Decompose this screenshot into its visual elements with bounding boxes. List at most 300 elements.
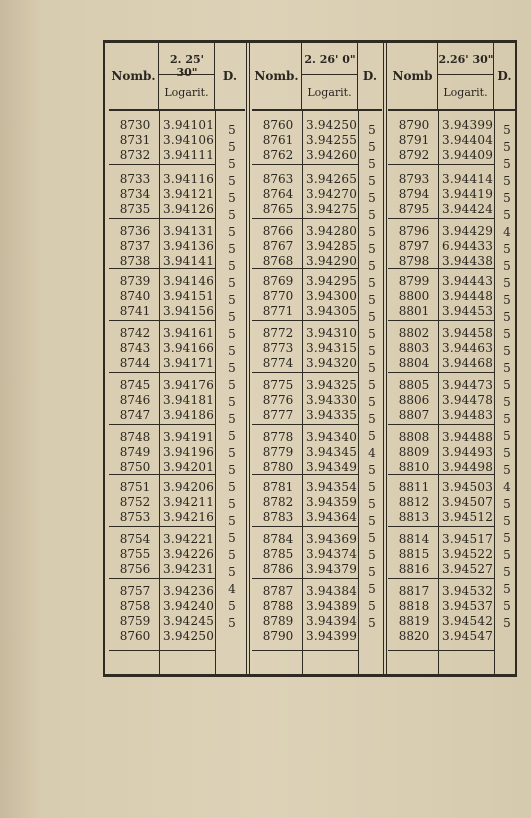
row-group: [388, 115, 494, 165]
number-cell: 8807: [398, 408, 430, 422]
table-row: [388, 583, 494, 599]
difference-header: D.: [497, 69, 512, 83]
number-cell: 8757: [119, 584, 151, 598]
table-row: [252, 459, 358, 475]
logarit-header: Logarit.: [302, 77, 358, 109]
logarithm-cell: 3.94305: [306, 304, 358, 318]
table-row: [252, 303, 358, 319]
number-cell: 8820: [398, 629, 430, 643]
number-cell: 8777: [262, 408, 294, 422]
logarithm-cell: 3.94507: [442, 495, 494, 509]
table-row: [109, 531, 215, 547]
logarithm-cell: 3.94468: [442, 356, 494, 370]
logarithm-cell: 3.94290: [306, 254, 358, 268]
table-row: [388, 429, 494, 445]
difference-value: 5: [228, 123, 236, 137]
table-column: [388, 43, 515, 674]
logarithm-cell: 3.94270: [306, 187, 358, 201]
difference-value: 5: [503, 599, 511, 613]
number-cell: 8776: [262, 393, 294, 407]
difference-value: 5: [503, 310, 511, 324]
number-cell: 8770: [262, 289, 294, 303]
arc-value: 2. 25' 30": [159, 53, 215, 75]
number-cell: 8743: [119, 341, 151, 355]
table-column: [109, 43, 245, 674]
number-cell: 8778: [262, 430, 294, 444]
table-row: [388, 340, 494, 356]
table-row: [252, 253, 358, 269]
difference-value: 5: [368, 429, 376, 443]
table-row: [388, 459, 494, 475]
table-row: [388, 444, 494, 460]
difference-value: 5: [228, 140, 236, 154]
logarithm-cell: 3.94151: [163, 289, 215, 303]
difference-value: 5: [228, 327, 236, 341]
difference-value: 5: [503, 463, 511, 477]
table-row: [388, 147, 494, 163]
logarithm-cell: 3.94424: [442, 202, 494, 216]
table-row: [388, 303, 494, 319]
table-row: [252, 546, 358, 562]
logarithm-cell: 3.94532: [442, 584, 494, 598]
difference-value: 5: [368, 378, 376, 392]
logarithm-cell: 3.94463: [442, 341, 494, 355]
logarithm-cell: 3.94161: [163, 326, 215, 340]
number-cell: 8813: [398, 510, 430, 524]
number-cell: 8790: [262, 629, 294, 643]
difference-value: 5: [503, 140, 511, 154]
table-row: [388, 479, 494, 495]
table-row: [388, 546, 494, 562]
table-column: [252, 43, 382, 674]
logarithm-cell: 3.94166: [163, 341, 215, 355]
number-cell: 8759: [119, 614, 151, 628]
difference-value: 5: [503, 276, 511, 290]
number-cell: 8784: [262, 532, 294, 546]
number-cell: 8795: [398, 202, 430, 216]
logarit-header: Logarit.: [438, 77, 494, 109]
logarithm-cell: 3.94399: [442, 118, 494, 132]
nomb-header: Nomb.: [252, 43, 302, 109]
difference-value: 5: [368, 259, 376, 273]
table-row: [252, 628, 358, 644]
number-cell: 8744: [119, 356, 151, 370]
logarithm-cell: 3.94201: [163, 460, 215, 474]
difference-value: 5: [368, 140, 376, 154]
logarithm-cell: 3.94419: [442, 187, 494, 201]
number-cell: 8801: [398, 304, 430, 318]
table-row: [109, 117, 215, 133]
number-cell: 8748: [119, 430, 151, 444]
logarithm-cell: 3.94320: [306, 356, 358, 370]
arc-value: 2. 26' 0": [302, 53, 358, 75]
table-row: [109, 377, 215, 393]
number-cell: 8772: [262, 326, 294, 340]
row-group: [388, 581, 494, 651]
number-cell: 8815: [398, 547, 430, 561]
logarithm-cell: 3.94349: [306, 460, 358, 474]
column-body: [109, 111, 245, 674]
logarithm-cell: 3.94156: [163, 304, 215, 318]
logarithm-cell: 3.94216: [163, 510, 215, 524]
table-row: [252, 147, 358, 163]
logarithm-cell: 3.94359: [306, 495, 358, 509]
number-cell: 8733: [119, 172, 151, 186]
rule-line: [494, 111, 495, 674]
row-group: [252, 221, 358, 269]
logarithm-cell: 6.94433: [442, 239, 494, 253]
number-cell: 8786: [262, 562, 294, 576]
logarithm-cell: 3.94245: [163, 614, 215, 628]
difference-value: 5: [368, 616, 376, 630]
number-cell: 8763: [262, 172, 294, 186]
column-separator: [383, 43, 387, 674]
table-row: [252, 583, 358, 599]
row-group: [252, 323, 358, 373]
table-row: [388, 561, 494, 577]
logarithm-cell: 3.94206: [163, 480, 215, 494]
number-cell: 8809: [398, 445, 430, 459]
difference-value: 5: [368, 310, 376, 324]
table-row: [109, 253, 215, 269]
table-row: [252, 613, 358, 629]
table-row: [109, 459, 215, 475]
table-row: [252, 561, 358, 577]
logarithm-cell: 3.94315: [306, 341, 358, 355]
logarithm-cell: 3.94364: [306, 510, 358, 524]
logarithm-cell: 3.94250: [163, 629, 215, 643]
logarithm-cell: 3.94379: [306, 562, 358, 576]
number-cell: 8761: [262, 133, 294, 147]
number-cell: 8817: [398, 584, 430, 598]
table-row: [109, 340, 215, 356]
number-cell: 8756: [119, 562, 151, 576]
difference-value: 5: [228, 395, 236, 409]
number-cell: 8797: [398, 239, 430, 253]
difference-value: 5: [368, 514, 376, 528]
logarithm-cell: 3.94369: [306, 532, 358, 546]
number-cell: 8764: [262, 187, 294, 201]
logarithm-cell: 3.94414: [442, 172, 494, 186]
arc-value: 2.26' 30": [438, 53, 494, 75]
logarithm-cell: 3.94522: [442, 547, 494, 561]
logarithm-cell: 3.94483: [442, 408, 494, 422]
number-cell: 8742: [119, 326, 151, 340]
number-cell: 8785: [262, 547, 294, 561]
difference-value: 5: [503, 174, 511, 188]
difference-value: 5: [368, 395, 376, 409]
number-cell: 8779: [262, 445, 294, 459]
logarithm-cell: 3.94260: [306, 148, 358, 162]
number-cell: 8790: [398, 118, 430, 132]
number-cell: 8810: [398, 460, 430, 474]
table-row: [109, 561, 215, 577]
number-cell: 8799: [398, 274, 430, 288]
table-row: [388, 117, 494, 133]
logarithm-cell: 3.94275: [306, 202, 358, 216]
row-group: [109, 427, 215, 475]
difference-value: 5: [228, 531, 236, 545]
table-row: [388, 223, 494, 239]
row-group: [109, 529, 215, 579]
row-group: [252, 477, 358, 527]
number-cell: 8782: [262, 495, 294, 509]
logarit-header: Logarit.: [159, 77, 215, 109]
logarithm-cell: 3.94517: [442, 532, 494, 546]
table-row: [252, 531, 358, 547]
column-header: [388, 43, 515, 111]
difference-value: 5: [228, 208, 236, 222]
logarithm-cell: 3.94131: [163, 224, 215, 238]
logarithm-cell: 3.94453: [442, 304, 494, 318]
row-group: [388, 427, 494, 475]
row-group: [109, 375, 215, 425]
row-group: [252, 375, 358, 425]
logarithm-cell: 3.94176: [163, 378, 215, 392]
difference-value: 5: [368, 157, 376, 171]
number-cell: 8737: [119, 239, 151, 253]
column-body: [388, 111, 515, 674]
difference-value: 5: [228, 310, 236, 324]
number-cell: 8765: [262, 202, 294, 216]
difference-value: 5: [368, 123, 376, 137]
table-row: [388, 392, 494, 408]
table-row: [109, 273, 215, 289]
number-cell: 8787: [262, 584, 294, 598]
logarithm-cell: 3.94404: [442, 133, 494, 147]
difference-value: 5: [503, 565, 511, 579]
difference-value: 5: [228, 616, 236, 630]
number-cell: 8768: [262, 254, 294, 268]
difference-value: 5: [503, 446, 511, 460]
table-row: [388, 325, 494, 341]
logarithm-cell: 3.94354: [306, 480, 358, 494]
number-cell: 8780: [262, 460, 294, 474]
logarithm-cell: 3.94374: [306, 547, 358, 561]
table-row: [388, 494, 494, 510]
difference-value: 5: [368, 191, 376, 205]
difference-value: 5: [368, 497, 376, 511]
table-row: [109, 613, 215, 629]
difference-value: 5: [503, 344, 511, 358]
logarithm-cell: 3.94542: [442, 614, 494, 628]
number-cell: 8769: [262, 274, 294, 288]
row-group: [252, 427, 358, 475]
number-cell: 8808: [398, 430, 430, 444]
difference-value: 5: [503, 157, 511, 171]
number-cell: 8730: [119, 118, 151, 132]
difference-value: 5: [503, 259, 511, 273]
table-row: [252, 479, 358, 495]
logarithm-cell: 3.94394: [306, 614, 358, 628]
difference-value: 5: [228, 429, 236, 443]
logarithm-cell: 3.94116: [163, 172, 215, 186]
number-cell: 8751: [119, 480, 151, 494]
number-cell: 8738: [119, 254, 151, 268]
difference-value: 5: [368, 327, 376, 341]
number-cell: 8740: [119, 289, 151, 303]
table-row: [109, 494, 215, 510]
logarithm-cell: 3.94141: [163, 254, 215, 268]
logarithm-table: [103, 40, 517, 677]
logarithm-cell: 3.94136: [163, 239, 215, 253]
table-row: [109, 325, 215, 341]
row-group: [252, 169, 358, 219]
table-row: [109, 509, 215, 525]
logarithm-cell: 3.94211: [163, 495, 215, 509]
table-row: [109, 598, 215, 614]
table-row: [252, 340, 358, 356]
difference-value: 5: [503, 293, 511, 307]
difference-header: D.: [222, 69, 238, 83]
logarithm-cell: 3.94325: [306, 378, 358, 392]
logarithm-cell: 3.94335: [306, 408, 358, 422]
difference-value: 5: [368, 344, 376, 358]
row-group: [388, 169, 494, 219]
number-cell: 8754: [119, 532, 151, 546]
difference-value: 5: [368, 174, 376, 188]
difference-value: 5: [368, 463, 376, 477]
table-row: [252, 186, 358, 202]
logarithm-cell: 3.94399: [306, 629, 358, 643]
table-row: [252, 444, 358, 460]
difference-value: 5: [228, 463, 236, 477]
table-row: [388, 598, 494, 614]
logarithm-cell: 3.94345: [306, 445, 358, 459]
row-group: [109, 115, 215, 165]
table-row: [388, 186, 494, 202]
row-group: [252, 115, 358, 165]
number-cell: 8774: [262, 356, 294, 370]
logarithm-cell: 3.94384: [306, 584, 358, 598]
logarithm-cell: 3.94438: [442, 254, 494, 268]
difference-value: 5: [228, 412, 236, 426]
table-row: [252, 238, 358, 254]
number-cell: 8741: [119, 304, 151, 318]
table-row: [109, 407, 215, 423]
logarithm-cell: 3.94236: [163, 584, 215, 598]
number-cell: 8746: [119, 393, 151, 407]
difference-value: 5: [503, 361, 511, 375]
row-group: [252, 271, 358, 321]
logarithm-cell: 3.94181: [163, 393, 215, 407]
row-group: [109, 477, 215, 527]
difference-value: 5: [228, 446, 236, 460]
difference-value: 5: [503, 395, 511, 409]
row-group: [109, 581, 215, 651]
logarithm-cell: 3.94106: [163, 133, 215, 147]
number-cell: 8739: [119, 274, 151, 288]
number-cell: 8805: [398, 378, 430, 392]
table-row: [109, 303, 215, 319]
logarithm-cell: 3.94191: [163, 430, 215, 444]
number-cell: 8802: [398, 326, 430, 340]
row-group: [109, 323, 215, 373]
number-cell: 8732: [119, 148, 151, 162]
logarithm-cell: 3.94121: [163, 187, 215, 201]
difference-header: D.: [362, 69, 378, 83]
table-row: [388, 377, 494, 393]
number-cell: 8781: [262, 480, 294, 494]
number-cell: 8734: [119, 187, 151, 201]
table-row: [388, 238, 494, 254]
difference-value: 5: [503, 548, 511, 562]
number-cell: 8800: [398, 289, 430, 303]
number-cell: 8735: [119, 202, 151, 216]
difference-value: 5: [503, 123, 511, 137]
table-row: [109, 444, 215, 460]
row-group: [109, 221, 215, 269]
number-cell: 8766: [262, 224, 294, 238]
table-row: [109, 546, 215, 562]
table-row: [109, 583, 215, 599]
table-row: [252, 509, 358, 525]
table-row: [252, 201, 358, 217]
number-cell: 8755: [119, 547, 151, 561]
number-cell: 8762: [262, 148, 294, 162]
difference-value: 5: [368, 242, 376, 256]
table-row: [252, 377, 358, 393]
number-cell: 8811: [398, 480, 430, 494]
table-row: [388, 509, 494, 525]
number-cell: 8752: [119, 495, 151, 509]
row-group: [388, 271, 494, 321]
number-cell: 8791: [398, 133, 430, 147]
row-group: [109, 271, 215, 321]
difference-value: 5: [228, 480, 236, 494]
table-row: [252, 117, 358, 133]
table-row: [109, 238, 215, 254]
logarithm-cell: 3.94300: [306, 289, 358, 303]
difference-value: 5: [228, 361, 236, 375]
table-row: [109, 479, 215, 495]
number-cell: 8747: [119, 408, 151, 422]
logarithm-cell: 3.94493: [442, 445, 494, 459]
number-cell: 8798: [398, 254, 430, 268]
logarithm-cell: 3.94250: [306, 118, 358, 132]
table-row: [388, 201, 494, 217]
table-row: [109, 201, 215, 217]
table-row: [252, 223, 358, 239]
row-group: [388, 477, 494, 527]
logarithm-cell: 3.94537: [442, 599, 494, 613]
difference-value: 4: [503, 225, 511, 239]
number-cell: 8819: [398, 614, 430, 628]
logarithm-cell: 3.94126: [163, 202, 215, 216]
number-cell: 8771: [262, 304, 294, 318]
logarithm-cell: 3.94448: [442, 289, 494, 303]
table-row: [252, 429, 358, 445]
difference-value: 5: [228, 225, 236, 239]
difference-value: 5: [228, 599, 236, 613]
number-cell: 8804: [398, 356, 430, 370]
difference-value: 5: [368, 531, 376, 545]
difference-value: 5: [368, 599, 376, 613]
logarithm-cell: 3.94498: [442, 460, 494, 474]
table-row: [109, 628, 215, 644]
number-cell: 8812: [398, 495, 430, 509]
table-row: [388, 132, 494, 148]
logarithm-cell: 3.94101: [163, 118, 215, 132]
difference-value: 5: [503, 208, 511, 222]
logarithm-cell: 3.94330: [306, 393, 358, 407]
difference-value: 5: [228, 497, 236, 511]
nomb-header: Nomb: [388, 43, 438, 109]
difference-value: 5: [228, 344, 236, 358]
number-cell: 8750: [119, 460, 151, 474]
table-row: [252, 355, 358, 371]
number-cell: 8745: [119, 378, 151, 392]
